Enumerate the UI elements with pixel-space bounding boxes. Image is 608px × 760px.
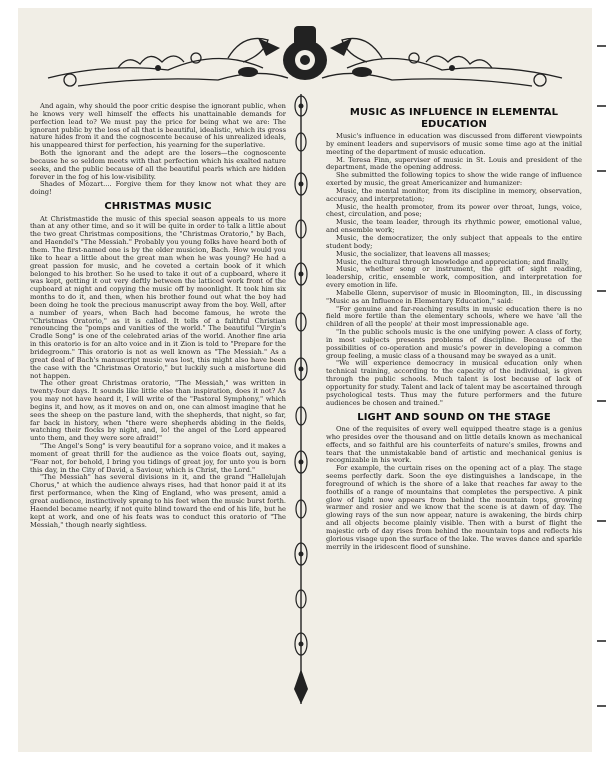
binding-tab bbox=[597, 170, 606, 172]
binding-tab bbox=[597, 640, 606, 642]
influence-paragraph: "We will experience democracy in musical education only when technical training, according to the capacity of the individual, is given through the public schools. Much talent is lost because of lack of opportunity for study. Talent and lack of talent may be ascertained through psychological tests. Thus may the future performers and the future audiences be chosen and trained." bbox=[326, 359, 582, 407]
page-edge bbox=[592, 0, 608, 760]
influence-paragraph: Music, the team leader, through its rhythmic power, emotional value, and ensemble work; bbox=[326, 218, 582, 235]
stage-paragraph: For example, the curtain rises on the opening act of a play. The stage seems perfectly dark. Soon the eye distinguishes a landscape, in the foreground of which is the shore of a lake that reaches far away to the foothills of a range of mountains that completes the perspective. A pink glow of light now appears from behind the mountain tops, growing warmer and rosier and we know that the scene is at dawn of day. The glowing rays of the sun now appear, nature is awakening, the birds chirp and all objects become plainly visible. Then with a burst of flight the majestic orb of day rises from behind the mountain tops and reflects his glorious visage upon the surface of the lake. The waves dance and sparkle merrily in the iridescent flood of sunshine. bbox=[326, 464, 582, 551]
christmas-music-heading: CHRISTMAS MUSIC bbox=[104, 201, 212, 213]
influence-paragraph: She submitted the following topics to show the wide range of influence exerted by music, the great Americanizer and humanizer: bbox=[326, 171, 582, 188]
influence-paragraph: Music, whether song or instrument, the gift of sight reading, leadership, critic, ensemble work, composition, and interpretation for every emotion in life. bbox=[326, 265, 582, 290]
christmas-paragraph: "The Messiah" has several divisions in it, and the grand "Hallelujah Chorus," at which the audience always rises, had that honor paid it at its first performance, when the King of England, who was present, amid a great audience, instinctively sprang to his feet when the music burst forth. Haendel became nearly, if not quite blind toward the end of his life, but he kept at work, and one of his feats was to conduct this oratorio of "The Messiah," though nearly sightless. bbox=[30, 473, 286, 529]
influence-paragraph: "In the public schools music is the one unifying power. A class of forty, in most subjects presents problems of discipline. Because of the possibilities of co-operation and music's power in developing a common group feeling, a music class of a thousand may be swayed as a unit. bbox=[326, 328, 582, 360]
influence-paragraph: Music, the democratizer, the only subject that appeals to the entire student body; bbox=[326, 233, 582, 250]
christmas-paragraph: "The Angel's Song" is very beautiful for a soprano voice, and it makes a moment of great thrill for the audience as the voice floats out, saying, "Fear not, for behold, I bring you tidings of great joy, for unto you is born this day, in the City of David, a Saviour, which is Christ, the Lord." bbox=[30, 442, 286, 474]
binding-tab bbox=[597, 400, 606, 402]
influence-paragraph: Music, the mental monitor, from its discipline in memory, observation, accuracy, and interpretation; bbox=[326, 186, 582, 203]
right-column bbox=[326, 103, 582, 552]
light-sound-heading: LIGHT AND SOUND ON THE STAGE bbox=[357, 411, 551, 423]
influence-paragraph: Mabelle Glenn, supervisor of music in Bloomington, Ill., in discussing "Music as an Influence in Elementary Education," said: bbox=[326, 288, 582, 305]
influence-paragraph: Music, the cultural through knowledge and appreciation; and finally, bbox=[336, 257, 570, 266]
binding-tab bbox=[597, 45, 606, 47]
binding-tab bbox=[597, 290, 606, 292]
ornamental-column-divider-icon bbox=[286, 94, 316, 704]
ornamental-header-icon bbox=[18, 8, 592, 100]
magazine-page bbox=[18, 8, 592, 752]
influence-paragraph: "For genuine and far-reaching results in music education there is no field more fertile than the elementary schools, where we have 'all the children of all the people' at their most impressionable age. bbox=[326, 304, 582, 329]
christmas-paragraph: At Christmastide the music of this special season appeals to us more than at any other time, and so it will be quite in order to talk a little about the two great Christmas compositions, the "Christmas Oratorio," by Bach, and Haendel's "The Messiah." Probably you young folks have heard both of them. The first-named one is by the older musicion, Bach. How would you like to hear a little about the great man when he was young? He had a great passion for music, and he coveted a certain book of it which belonged to his brother. So he used to take it out of a cupboard, where it was kept, getting it out very deftly between the latticed work front of the cupboard at night and copying the music off by moonlight. It took him six months to do it, and then, when his brother found out what the boy had been doing he took the precious manuscript away from the boy. Well, after a number of years, when Bach had become famous, he wrote the "Christmas Oratorio," as it is called. It tells of a faithful Christian renouncing the "pomps and vanities of the world." The beautiful "Virgin's Cradle Song" is one of the celebrated arias of the world. Another fine aria in this oratorio is for an alto voice and in it Zion is told to "Prepare for the bridegroom." This oratorio is not as well known as "The Messiah." As a great deal of Bach's manuscript music was lost, this might also have been the case with the "Christmas Oratorio," but luckily such a misfortune did not happen. bbox=[30, 214, 286, 380]
stage-paragraph: One of the requisites of every well equipped theatre stage is a genius who presides over the thousand and on little details known as mechanical effects, and so faithful are his counterfeits of nature's smiles, frowns and tears that the unmistakable band of artistic and mechanical genius is recognizable in his work. bbox=[326, 425, 582, 465]
intro-paragraph: Both the ignorant and the adept are the losers—the cognoscente because he so seldom meets with that perfection which his exalted nature seeks, and the public because of all the beautiful pearls which are hidden forever in the fog of his low-visibility. bbox=[30, 149, 286, 181]
intro-paragraph: Shades of Mozart.... Forgive them for they know not what they are doing! bbox=[30, 180, 286, 197]
influence-paragraph: Music's influence in education was discussed from different viewpoints by eminent leaders and supervisors of music some time ago at the initial meeting of the department of music education. bbox=[326, 132, 582, 156]
left-column bbox=[30, 103, 286, 529]
influence-paragraph: Music, the socializer, that leavens all masses; bbox=[336, 249, 491, 258]
music-influence-heading: MUSIC AS INFLUENCE IN ELEMENTAL EDUCATION bbox=[349, 107, 559, 130]
binding-tab bbox=[597, 705, 606, 707]
binding-tab bbox=[597, 105, 606, 107]
intro-paragraph: And again, why should the poor critic despise the ignorant public, when he knows very well himself the effects his unattainable demands for perfection lead to? We must pay the price for being what we are: The ignorant public by the loss of all that is beautiful, idealistic, which its gross nature hides from it and the cognoscente because of his unrealized ideals, his unappeared thirst for perfection, his yearning for the superlative. bbox=[30, 102, 286, 150]
binding-tab bbox=[597, 520, 606, 522]
influence-paragraph: M. Teresa Finn, superviser of music in St. Louis and president of the department, made the opening address. bbox=[326, 155, 582, 172]
influence-paragraph: Music, the health promoter, from its power over throat, lungs, voice, chest, circulation, and pose; bbox=[326, 202, 582, 219]
christmas-paragraph: The other great Christmas oratorio, "The Messiah," was written in twenty-four days. It sounds like little else than inspiration, does it not? As you may not have heard it, I will write of the "Pastoral Symphony," which begins it, and how, as it moves on and on, one can almost imagine that he sees the sheep on the pasture land, with the shepherds, that night, so far, far back in history, when "there were shepherds abiding in the fields, watching their flocks by night, and, lo! the angel of the Lord appeared unto them, and they were sore afraid!" bbox=[30, 379, 286, 443]
